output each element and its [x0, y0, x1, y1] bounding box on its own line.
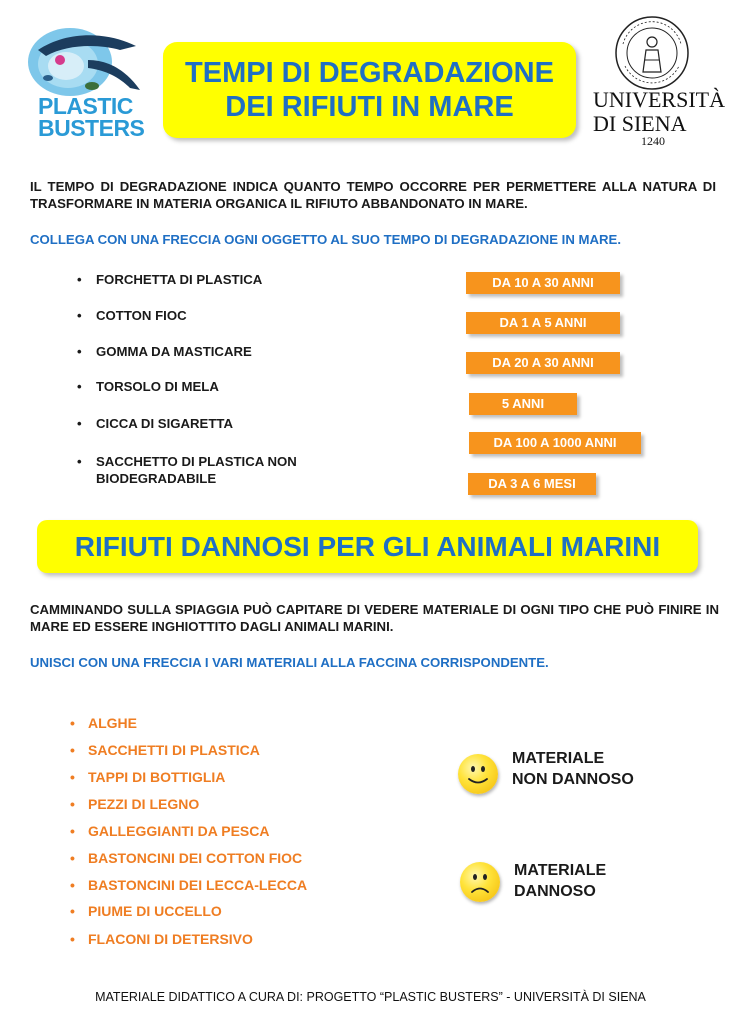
- university-seal-icon: [613, 14, 691, 92]
- university-name-line1: UNIVERSITÀ: [593, 87, 725, 112]
- section1-intro: IL TEMPO DI DEGRADAZIONE INDICA QUANTO TEMPO OCCORRE PER PERMETTERE ALLA NATURA DI TRASFORMARE IN MATERIA ORGANICA IL RIFIUTO ABBANDONATO IN MARE.: [30, 179, 716, 211]
- list-item: • CICCA DI SIGARETTA: [96, 415, 233, 432]
- time-badge: 5 ANNI: [469, 393, 577, 415]
- list-item: • ALGHE: [88, 715, 137, 731]
- time-badge: DA 10 A 30 ANNI: [466, 272, 620, 294]
- page-title-line1: TEMPI DI DEGRADAZIONE: [185, 57, 554, 89]
- list-item: • FLACONI DI DETERSIVO: [88, 931, 253, 947]
- list-item: • PEZZI DI LEGNO: [88, 796, 199, 812]
- university-name: [593, 88, 723, 136]
- section2-intro: CAMMINANDO SULLA SPIAGGIA PUÒ CAPITARE DI VEDERE MATERIALE DI OGNI TIPO CHE PUÒ FINIRE IN MARE ED ESSERE INGHIOTTITO DAGLI ANIMALI MARINI.: [30, 602, 719, 634]
- university-year: 1240: [641, 134, 665, 148]
- happy-face-label-line2: NON DANNOSO: [512, 771, 634, 788]
- plastic-busters-wordmark: [38, 95, 148, 139]
- sad-face-label-line2: DANNOSO: [514, 883, 596, 900]
- sad-face-label: [514, 860, 606, 902]
- university-name-line2: DI SIENA: [593, 111, 687, 136]
- list-item: • BASTONCINI DEI COTTON FIOC: [88, 850, 302, 866]
- section2-instruction: UNISCI CON UNA FRECCIA I VARI MATERIALI ALLA FACCINA CORRISPONDENTE.: [30, 655, 549, 670]
- time-badge: DA 1 A 5 ANNI: [466, 312, 620, 334]
- happy-face-icon: [458, 754, 498, 794]
- list-item: • GALLEGGIANTI DA PESCA: [88, 823, 270, 839]
- list-item: • GOMMA DA MASTICARE: [96, 343, 252, 360]
- list-item: • PIUME DI UCCELLO: [88, 903, 222, 919]
- page-title-line2: DEI RIFIUTI IN MARE: [225, 91, 514, 123]
- section2-title: RIFIUTI DANNOSI PER GLI ANIMALI MARINI: [74, 530, 661, 562]
- sad-face-icon: [460, 862, 500, 902]
- sad-face-label-line1: MATERIALE: [514, 862, 607, 879]
- list-item: • SACCHETTO DI PLASTICA NON BIODEGRADABILE: [96, 453, 356, 487]
- section1-instruction: COLLEGA CON UNA FRECCIA OGNI OGGETTO AL SUO TEMPO DI DEGRADAZIONE IN MARE.: [30, 232, 622, 247]
- plastic-busters-line2: BUSTERS: [38, 115, 145, 141]
- section2-title-box: [37, 520, 698, 573]
- time-badge: DA 3 A 6 MESI: [468, 473, 596, 495]
- page-title-box: [163, 42, 576, 138]
- list-item: • BASTONCINI DEI LECCA-LECCA: [88, 877, 307, 893]
- plastic-busters-line1: PLASTIC: [38, 93, 133, 119]
- happy-face-label-line1: MATERIALE: [512, 750, 605, 767]
- happy-face-label: [512, 748, 634, 790]
- footer-credit: MATERIALE DIDATTICO A CURA DI: PROGETTO “PLASTIC BUSTERS” - UNIVERSITÀ DI SIENA: [95, 990, 646, 1004]
- list-item: • SACCHETTI DI PLASTICA: [88, 742, 260, 758]
- list-item: • FORCHETTA DI PLASTICA: [96, 271, 262, 288]
- list-item: • COTTON FIOC: [96, 307, 187, 324]
- list-item: • TAPPI DI BOTTIGLIA: [88, 769, 225, 785]
- time-badge: DA 20 A 30 ANNI: [466, 352, 620, 374]
- time-badge: DA 100 A 1000 ANNI: [469, 432, 641, 454]
- list-item: • TORSOLO DI MELA: [96, 378, 219, 395]
